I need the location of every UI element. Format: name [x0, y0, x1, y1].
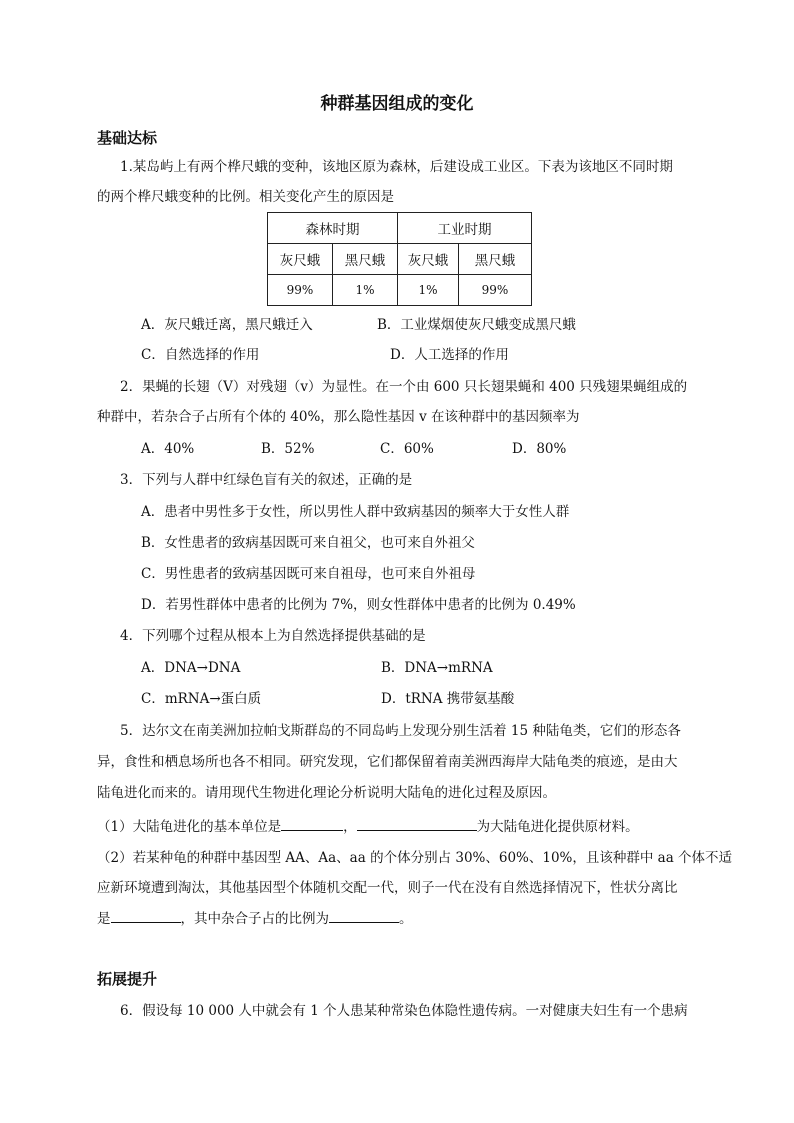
q2-stem-line2: 种群中，若杂合子占所有个体的 40%，那么隐性基因 v 在该种群中的基因频率为	[97, 409, 580, 425]
section-heading-extend: 拓展提升	[97, 970, 158, 988]
q1-stem-line1: 1.某岛屿上有两个桦尺蛾的变种，该地区原为森林，后建设成工业区。下表为该地区不同时期	[120, 159, 673, 175]
q2-stem-line1: 2．果蝇的长翅（V）对残翅（v）为显性。在一个由 600 只长翅果蝇和 400 只残翅果蝇组成的	[120, 379, 688, 395]
q5-part1-text-a: （1）大陆龟进化的基本单位是	[97, 819, 282, 835]
q4-option-a: A．DNA→DNA	[141, 660, 241, 676]
table-header-forest: 森林时期	[268, 213, 398, 244]
q5-part2-text-c: 。	[399, 911, 413, 927]
q5-stem-line3: 陆龟进化而来的。请用现代生物进化理论分析说明大陆龟的进化过程及原因。	[97, 785, 556, 801]
table-col-black-industrial: 黑尺蛾	[459, 244, 532, 275]
q4-option-d: D．tRNA 携带氨基酸	[381, 691, 515, 707]
table-col-gray-industrial: 灰尺蛾	[398, 244, 459, 275]
q5-stem-line2: 异，食性和栖息场所也各不相同。研究发现，它们都保留着南美洲西海岸大陆龟类的痕迹，是由大	[97, 754, 678, 770]
answer-blank-1[interactable]	[281, 816, 343, 831]
q2-option-c: C．60%	[380, 441, 434, 457]
q5-part2-line2: 应新环境遭到淘汰，其他基因型个体随机交配一代，则子一代在没有自然选择情况下，性状分离比	[97, 880, 678, 896]
q5-part2-text-b: ，其中杂合子占的比例为	[180, 911, 329, 927]
q4-option-b: B．DNA→mRNA	[381, 660, 493, 676]
table-cell: 99%	[268, 275, 333, 306]
q1-stem-line2: 的两个桦尺蛾变种的比例。相关变化产生的原因是	[97, 189, 394, 205]
q1-option-b: B．工业煤烟使灰尺蛾变成黑尺蛾	[377, 317, 576, 333]
q4-option-c: C．mRNA→蛋白质	[141, 691, 262, 707]
q5-part2-text-a: 是	[97, 911, 111, 927]
q5-part1-text-b: ，	[343, 819, 357, 835]
table-header-industrial: 工业时期	[398, 213, 532, 244]
q5-part1	[97, 816, 697, 837]
section-heading-basic: 基础达标	[97, 129, 158, 147]
q3-option-c: C．男性患者的致病基因既可来自祖母，也可来自外祖母	[141, 566, 476, 582]
page-title: 种群基因组成的变化	[320, 94, 474, 114]
q2-option-a: A．40%	[141, 441, 195, 457]
table-cell: 99%	[459, 275, 532, 306]
q1-option-c: C．自然选择的作用	[141, 347, 260, 363]
answer-blank-2[interactable]	[357, 816, 477, 831]
q6-stem-line1: 6．假设每 10 000 人中就会有 1 个人患某种常染色体隐性遗传病。一对健康夫妇生有一个患病	[120, 1003, 688, 1019]
table-cell: 1%	[333, 275, 398, 306]
q4-stem: 4．下列哪个过程从根本上为自然选择提供基础的是	[120, 628, 426, 644]
q5-stem-line1: 5．达尔文在南美洲加拉帕戈斯群岛的不同岛屿上发现分别生活着 15 种陆龟类，它们的形态各	[120, 723, 681, 739]
q3-option-d: D．若男性群体中患者的比例为 7%，则女性群体中患者的比例为 0.49%	[141, 597, 576, 613]
answer-blank-4[interactable]	[329, 908, 399, 923]
q3-option-b: B．女性患者的致病基因既可来自祖父，也可来自外祖父	[141, 535, 475, 551]
q1-option-d: D．人工选择的作用	[390, 347, 509, 363]
moth-ratio-table	[267, 212, 532, 306]
q2-option-d: D．80%	[512, 441, 567, 457]
q5-part2-line3	[97, 908, 697, 929]
q5-part2-line1: （2）若某种龟的种群中基因型 AA、Aa、aa 的个体分别占 30%、60%、10%，且该种群中 aa 个体不适	[97, 850, 733, 866]
q1-option-a: A．灰尺蛾迁离，黑尺蛾迁入	[141, 317, 313, 333]
table-col-gray-forest: 灰尺蛾	[268, 244, 333, 275]
q2-option-b: B．52%	[261, 441, 315, 457]
table-cell: 1%	[398, 275, 459, 306]
q5-part1-text-c: 为大陆龟进化提供原材料。	[476, 819, 639, 835]
q3-option-a: A．患者中男性多于女性，所以男性人群中致病基因的频率大于女性人群	[141, 504, 570, 520]
table-col-black-forest: 黑尺蛾	[333, 244, 398, 275]
q3-stem: 3．下列与人群中红绿色盲有关的叙述，正确的是	[120, 472, 413, 488]
answer-blank-3[interactable]	[111, 908, 181, 923]
